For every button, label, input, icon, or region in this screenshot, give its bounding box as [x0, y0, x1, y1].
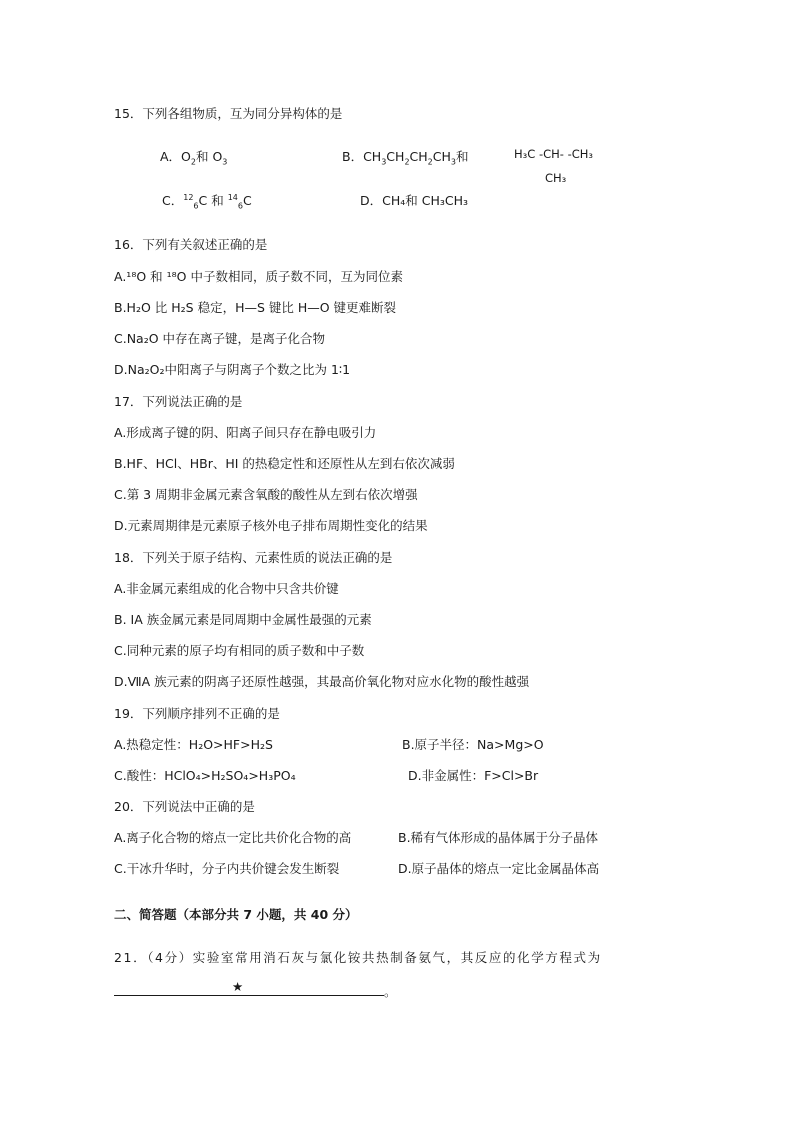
q16-option-c: C.Na₂O 中存在离子键，是离子化合物 — [114, 331, 326, 346]
q18-option-a: A.非金属元素组成的化合物中只含共价键 — [114, 581, 339, 596]
q15-option-b: B．$CH_3CH_2CH_2CH_3$和 — [342, 149, 469, 167]
q15-option-b-structure-top: H₃C -CH- -CH₃ — [514, 147, 594, 161]
q16-stem: 16．下列有关叙述正确的是 — [114, 237, 268, 252]
q20-stem: 20．下列说法中正确的是 — [114, 799, 255, 814]
q19-option-c: C.酸性：HClO₄>H₂SO₄>H₃PO₄ — [114, 768, 296, 783]
q21-period: 。 — [384, 984, 397, 999]
q16-option-a: A.¹⁸O 和 ¹⁸O 中子数相同，质子数不同，互为同位素 — [114, 269, 403, 284]
q18-option-d: D.ⅦA 族元素的阴离子还原性越强，其最高价氧化物对应水化物的酸性越强 — [114, 674, 530, 689]
q17-option-a: A.形成离子键的阴、阳离子间只存在静电吸引力 — [114, 425, 377, 440]
q19-stem: 19．下列顺序排列不正确的是 — [114, 706, 280, 721]
q19-option-a: A.热稳定性：H₂O>HF>H₂S — [114, 737, 273, 752]
q21-answer-blank[interactable] — [114, 979, 384, 996]
q16-option-b: B.H₂O 比 H₂S 稳定，H—S 键比 H—O 键更难断裂 — [114, 300, 397, 315]
q21-stem: 21．（4分）实验室常用消石灰与氯化铵共热制备氨气，其反应的化学方程式为 — [114, 950, 602, 965]
q16-option-d: D.Na₂O₂中阳离子与阴离子个数之比为 1∶1 — [114, 362, 351, 377]
q19-option-b: B.原子半径：Na>Mg>O — [402, 737, 544, 752]
q17-option-b: B.HF、HCl、HBr、HI 的热稳定性和还原性从左到右依次减弱 — [114, 456, 455, 471]
q17-stem: 17．下列说法正确的是 — [114, 394, 243, 409]
q15-option-b-structure-bottom: CH₃ — [545, 171, 567, 185]
q18-option-b: B. ⅠA 族金属元素是同周期中金属性最强的元素 — [114, 612, 372, 627]
q18-stem: 18．下列关于原子结构、元素性质的说法正确的是 — [114, 550, 393, 565]
q21-star-icon: ★ — [232, 979, 244, 994]
q15-option-d: D．CH₄和 CH₃CH₃ — [360, 193, 469, 208]
q17-option-d: D.元素周期律是元素原子核外电子排布周期性变化的结果 — [114, 518, 428, 533]
q15-option-a: A．$O_2$和 $O_3$ — [160, 149, 228, 167]
q20-option-d: D.原子晶体的熔点一定比金属晶体高 — [398, 861, 600, 876]
q21-answer-line — [114, 979, 397, 1000]
q15-option-c: C．$^{12}_6$C 和 $^{14}_6$C — [162, 192, 252, 211]
q20-option-a: A.离子化合物的熔点一定比共价化合物的高 — [114, 830, 352, 845]
q20-option-b: B.稀有气体形成的晶体属于分子晶体 — [398, 830, 599, 845]
q20-option-c: C.干冰升华时，分子内共价键会发生断裂 — [114, 861, 340, 876]
q17-option-c: C.第 3 周期非金属元素含氧酸的酸性从左到右依次增强 — [114, 487, 418, 502]
q18-option-c: C.同种元素的原子均有相同的质子数和中子数 — [114, 643, 365, 658]
section2-title: 二、简答题（本部分共 7 小题，共 40 分） — [114, 907, 358, 922]
q19-option-d: D.非金属性：F>Cl>Br — [408, 768, 539, 783]
q15-stem: 15．下列各组物质，互为同分异构体的是 — [114, 106, 343, 121]
